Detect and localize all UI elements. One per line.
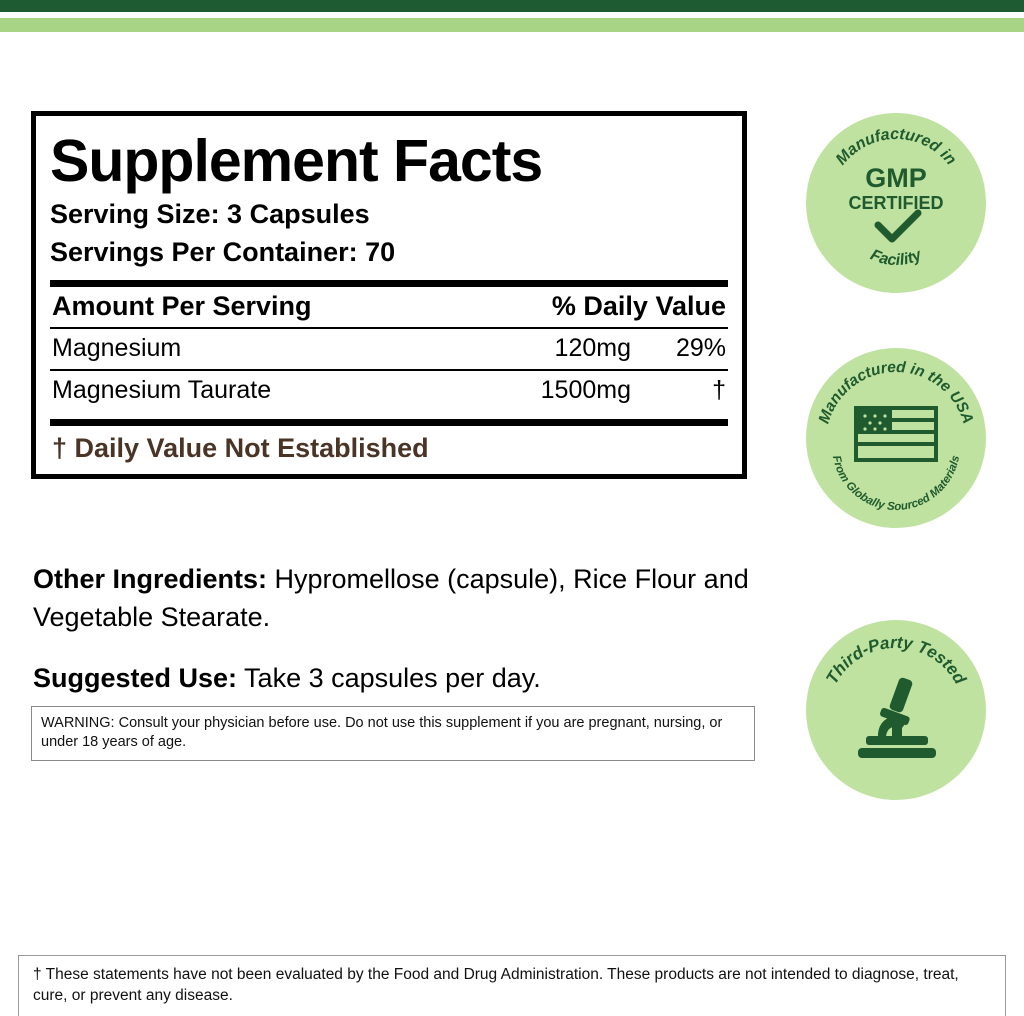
badge-third-party-tested <box>806 620 986 800</box>
top-accent-bar-light <box>0 18 1024 32</box>
top-accent-bar-dark <box>0 0 1024 12</box>
fda-disclaimer: † These statements have not been evaluated by the Food and Drug Administration. These products are not intended to diagnose, treat, cure, or prevent any disease. <box>18 955 1006 1016</box>
badge-gmp-line2: CERTIFIED <box>848 193 944 213</box>
badge-gmp-arc-top: Manufactured in <box>832 125 960 169</box>
badge-usa-arc-bottom: From Globally Sourced Materials <box>829 454 963 514</box>
servings-per-container: Servings Per Container: 70 <box>50 237 396 268</box>
table-header-row <box>50 287 728 327</box>
nutrient-amount: 1500mg <box>540 375 631 404</box>
nutrient-daily-value: † <box>712 375 726 404</box>
divider-thick-bottom <box>50 419 728 426</box>
usa-flag-icon <box>856 408 936 460</box>
badge-tpt-arc-top: Third-Party Tested <box>822 632 970 688</box>
daily-value-footnote: † Daily Value Not Established <box>52 432 429 463</box>
microscope-icon <box>858 677 936 758</box>
other-ingredients-label: Other Ingredients: <box>33 564 268 594</box>
suggested-use-text: Take 3 capsules per day. <box>237 662 541 693</box>
other-ingredients-line <box>33 560 753 637</box>
badge-gmp-arc-bottom: Facility <box>867 246 925 270</box>
other-ingredients-text: Hypromellose (capsule), Rice Flour and Vegetable Stearate. <box>33 564 749 633</box>
table-row <box>50 329 728 369</box>
suggested-use-line <box>33 659 753 697</box>
divider-thick-top <box>50 280 728 287</box>
badge-usa-arc-top: Manufactured in the USA <box>815 358 977 426</box>
badge-gmp-line1: GMP <box>865 163 927 193</box>
svg-text:Third-Party Tested <box>822 633 970 688</box>
table-row <box>50 371 728 411</box>
warning-box: WARNING: Consult your physician before use. Do not use this supplement if you are pregnant, nursing, or under 18 years of age. <box>31 706 755 761</box>
suggested-use-label: Suggested Use: <box>33 662 238 693</box>
nutrient-amount: 120mg <box>554 333 631 362</box>
nutrient-name: Magnesium Taurate <box>52 375 272 404</box>
nutrient-name: Magnesium <box>52 333 182 362</box>
badge-gmp-certified <box>806 113 986 293</box>
svg-text:Manufactured in the USA <box>816 359 977 426</box>
badge-made-in-usa <box>806 348 986 528</box>
serving-size: Serving Size: 3 Capsules <box>50 199 370 229</box>
page-title: Supplement Facts <box>50 128 543 194</box>
svg-text:Facility <box>868 246 925 269</box>
nutrient-daily-value: 29% <box>675 333 726 362</box>
svg-text:From Globally Sourced Material <box>830 454 962 513</box>
other-info-block <box>33 560 753 697</box>
column-header-daily-value: % Daily Value <box>551 290 726 321</box>
column-header-amount: Amount Per Serving <box>52 290 312 321</box>
supplement-facts-panel <box>31 111 747 479</box>
checkmark-icon <box>878 213 918 239</box>
